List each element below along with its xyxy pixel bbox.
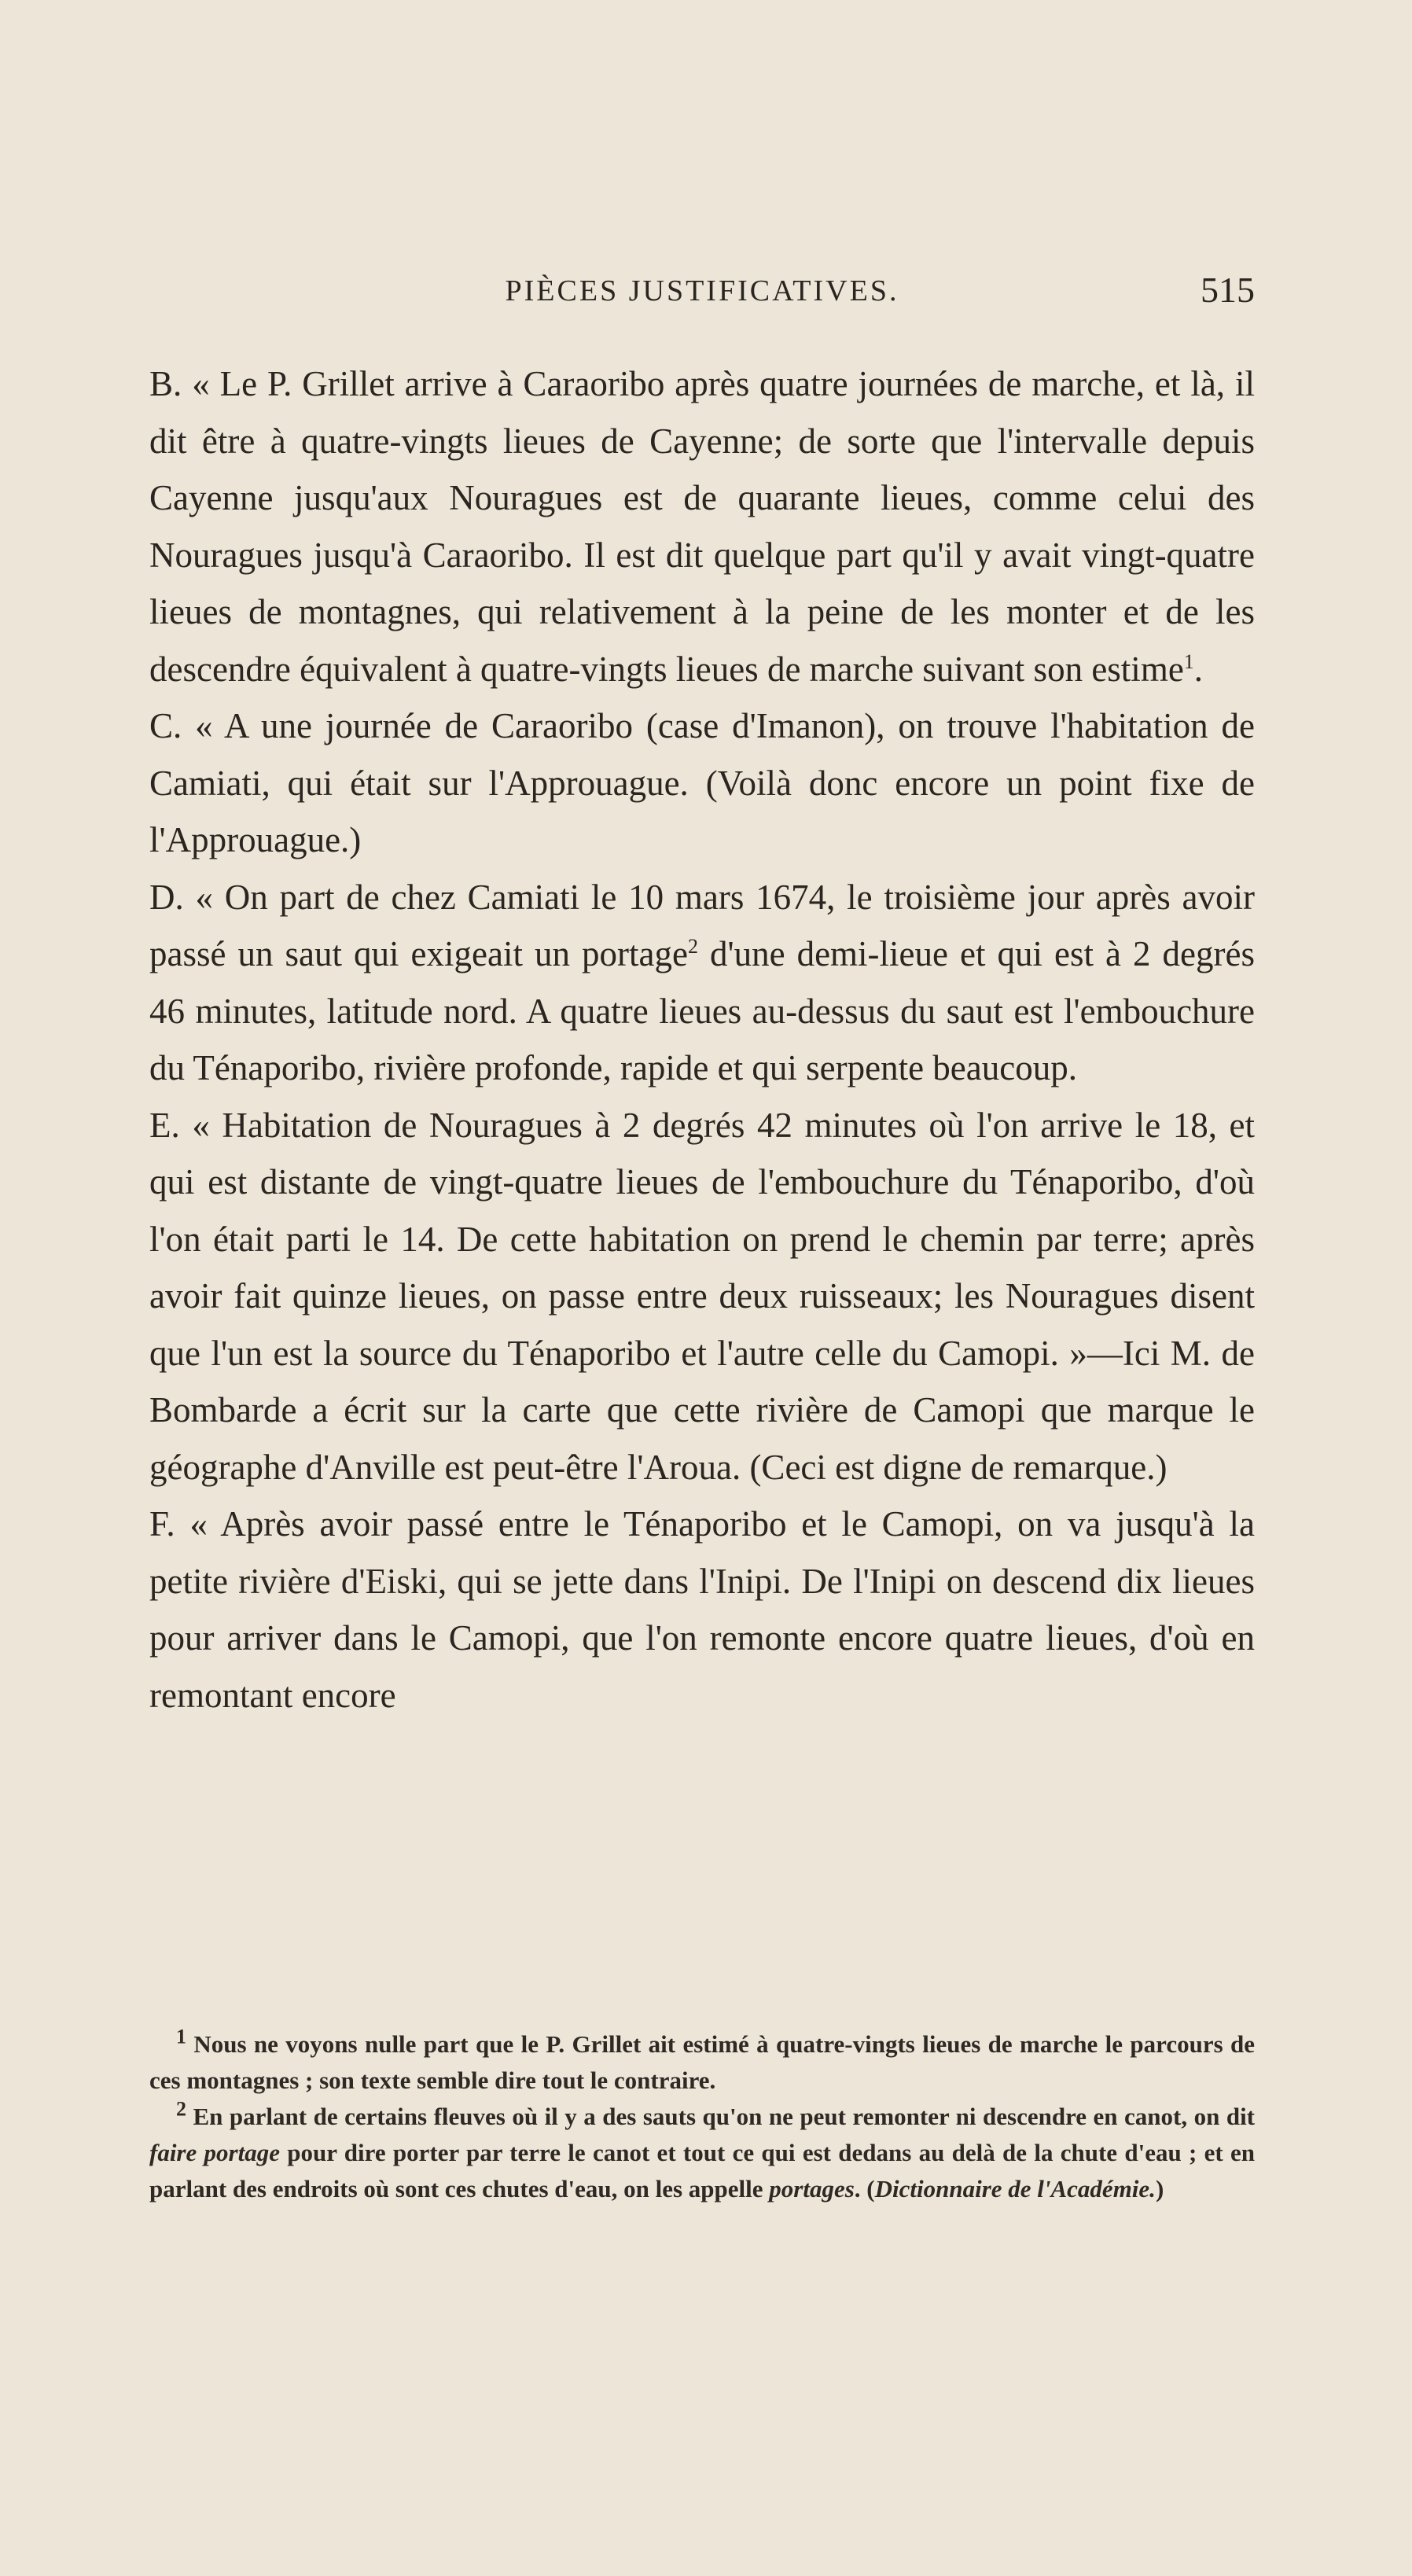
- footnote-ref: 2: [687, 935, 698, 958]
- footnote-text: ): [1155, 2175, 1164, 2202]
- paragraph-b: [149, 355, 1255, 697]
- paragraph-text: « Le P. Grillet arrive à Caraoribo après quatre journées de marche, et là, il dit être à quatre-vingts lieues de Cayenne; de sorte que l'intervalle depuis Cayenne jusqu'aux Nouragues est de quarante lieues, comme celui des Nouragues jusqu'à Caraoribo. Il est dit quelque part qu'il y avait vingt-quatre lieues de montagnes, qui relativement à la peine de les monter et de les descendre équivalent à quatre-vingts lieues de marche suivant son estime: [149, 364, 1256, 689]
- footnote-text: Nous ne voyons nulle part que le P. Grillet ait estimé à quatre-vingts lieues de marche le parcours de ces montagnes ; son texte semble dire tout le contraire.: [149, 2030, 1256, 2094]
- paragraph-label: E.: [149, 1105, 180, 1145]
- footnote-1: [149, 2026, 1255, 2099]
- paragraph-f: [149, 1496, 1255, 1724]
- paragraph-label: F.: [149, 1504, 175, 1544]
- paragraph-label: C.: [149, 706, 182, 745]
- footnote-italic: faire portage: [149, 2139, 280, 2166]
- page-number: 515: [1201, 270, 1255, 310]
- footnote-text: En parlant de certains fleuves où il y a des sauts qu'on ne peut remonter ni descendre en canot, on dit: [193, 2103, 1256, 2130]
- footnote-text: pour dire porter par terre le canot et tout ce qui est dedans au delà de la chute d'eau ; et en parlant des endroits où sont ces chutes d'eau, on les appelle: [149, 2139, 1255, 2202]
- page-header: [149, 270, 1255, 321]
- paragraph-text: « Après avoir passé entre le Ténaporibo et le Camopi, on va jusqu'à la petite rivière d'Eiski, qui se jette dans l'Inipi. De l'Inipi on descend dix lieues pour arriver dans le Camopi, que l'on remonte encore quatre lieues, d'où en remontant encore: [149, 1504, 1255, 1715]
- paragraph-label: B.: [149, 364, 182, 403]
- paragraph-e: [149, 1097, 1255, 1496]
- paragraph-c: [149, 697, 1255, 869]
- footnote-mark: 2: [176, 2097, 186, 2121]
- paragraph-label: D.: [149, 877, 184, 917]
- footnote-mark: 1: [176, 2025, 186, 2048]
- footnote-text: . (: [854, 2175, 875, 2202]
- footnote-source: Dictionnaire de l'Académie.: [874, 2175, 1156, 2202]
- paragraph-text-cont: d'une demi-lieue et qui est à 2 degrés 46 minutes, latitude nord. A quatre lieues au-dessus du saut est l'embouchure du Ténaporibo, rivière profonde, rapide et qui serpente beaucoup.: [149, 934, 1255, 1087]
- paragraph-text: « On part de chez Camiati le 10 mars 1674, le troisième jour après avoir passé un saut qui exigeait un portage: [149, 877, 1256, 973]
- footnote-2: [149, 2099, 1255, 2207]
- paragraph-text: « A une journée de Caraoribo (case d'Imanon), on trouve l'habitation de Camiati, qui était sur l'Approuague. (Voilà donc encore un point fixe de l'Approuague.): [149, 706, 1255, 859]
- running-title: PIÈCES JUSTIFICATIVES.: [505, 274, 899, 307]
- footnote-ref: 1: [1183, 650, 1194, 673]
- footnotes: [149, 2026, 1255, 2207]
- paragraph-text: « Habitation de Nouragues à 2 degrés 42 minutes où l'on arrive le 18, et qui est distante de vingt-quatre lieues de l'embouchure du Ténaporibo, d'où l'on était parti le 14. De cette habitation on prend le chemin par terre; après avoir fait quinze lieues, on passe entre deux ruisseaux; les Nouragues disent que l'un est la source du Ténaporibo et l'autre celle du Camopi. »—Ici M. de Bombarde a écrit sur la carte que cette rivière de Camopi que marque le géographe d'Anville est peut-être l'Aroua. (Ceci est digne de remarque.): [149, 1105, 1256, 1487]
- footnote-italic: portages: [769, 2175, 855, 2202]
- paragraph-punctuation: .: [1193, 649, 1204, 689]
- main-text: [149, 355, 1255, 1724]
- paragraph-d: [149, 869, 1255, 1097]
